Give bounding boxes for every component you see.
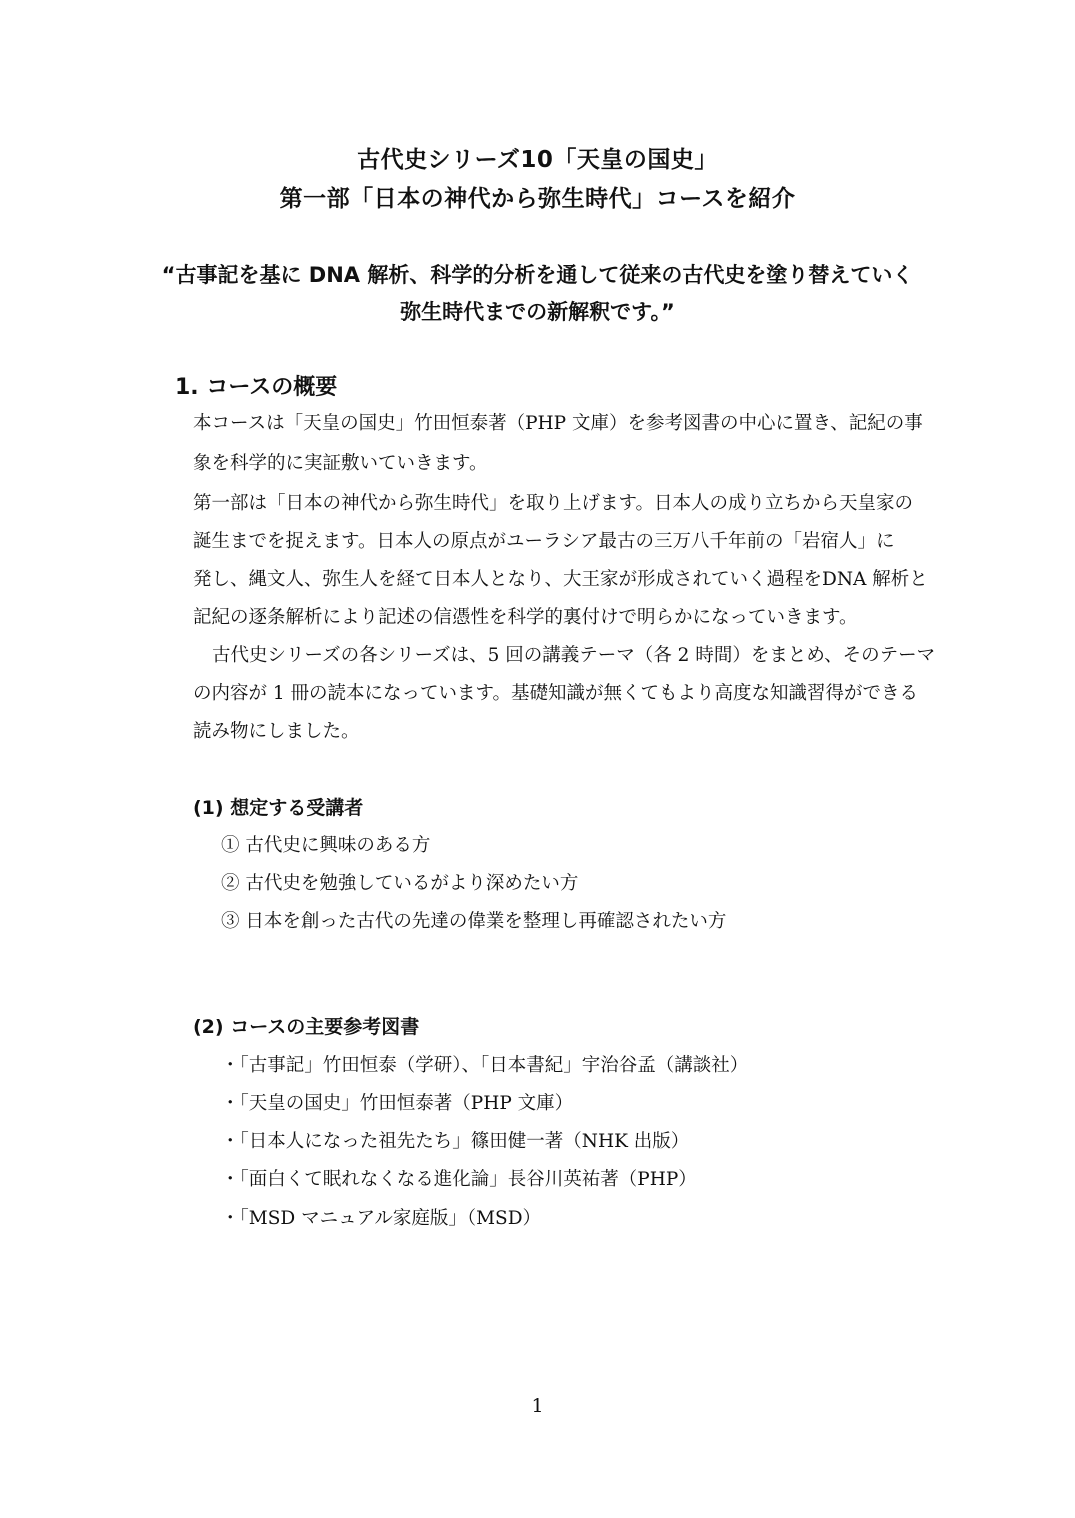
document-title-line-1: 古代史シリーズ10「天皇の国史」 xyxy=(357,147,718,173)
overview-paragraph-line: 本コースは「天皇の国史」竹田恒泰著（PHP 文庫）を参考図書の中心に置き、記紀の事 xyxy=(193,413,923,434)
section-heading-overview: 1. コースの概要 xyxy=(175,375,338,400)
audience-list-item: ① 古代史に興味のある方 xyxy=(221,835,431,856)
overview-paragraph-line: 記紀の逐条解析により記述の信憑性を科学的裏付けで明らかになっていきます。 xyxy=(193,607,858,628)
page-number: 1 xyxy=(531,1395,544,1417)
reference-book-item: ・「面白くて眠れなくなる進化論」長谷川英祐著（PHP） xyxy=(221,1169,697,1190)
overview-paragraph-line: の内容が 1 冊の読本になっています。基礎知識が無くてもより高度な知識習得ができる xyxy=(193,683,919,704)
overview-paragraph-line: 読み物にしました。 xyxy=(193,721,360,742)
audience-list-item: ② 古代史を勉強しているがより深めたい方 xyxy=(221,873,579,894)
overview-paragraph-line: 象を科学的に実証敷いていきます。 xyxy=(193,453,488,474)
reference-book-item: ・「MSD マニュアル家庭版」（MSD） xyxy=(221,1208,542,1229)
reference-book-item: ・「古事記」竹田恒泰（学研）、「日本書紀」宇治谷孟（講談社） xyxy=(221,1055,749,1076)
subheading-reference-books: (2) コースの主要参考図書 xyxy=(193,1016,420,1038)
reference-book-item: ・「天皇の国史」竹田恒泰著（PHP 文庫） xyxy=(221,1093,574,1114)
overview-paragraph-line: 誕生までを捉えます。日本人の原点がユーラシア最古の三万八千年前の「岩宿人」に xyxy=(193,531,895,552)
overview-paragraph-line: 第一部は「日本の神代から弥生時代」を取り上げます。日本人の成り立ちから天皇家の xyxy=(193,493,914,514)
subheading-target-audience: (1) 想定する受講者 xyxy=(193,797,364,819)
tagline-quote-line-2: 弥生時代までの新解釈です。” xyxy=(400,300,675,324)
audience-list-item: ③ 日本を創った古代の先達の偉業を整理し再確認されたい方 xyxy=(221,911,727,932)
document-title-line-2: 第一部「日本の神代から弥生時代」コースを紹介 xyxy=(279,186,796,212)
reference-book-item: ・「日本人になった祖先たち」篠田健一著（NHK 出版） xyxy=(221,1131,690,1152)
tagline-quote-line-1: “古事記を基に DNA 解析、科学的分析を通して従来の古代史を塗り替えていく xyxy=(161,263,914,287)
overview-paragraph-line: 古代史シリーズの各シリーズは、5 回の講義テーマ（各 2 時間）をまとめ、そのテーマ xyxy=(212,645,936,666)
overview-paragraph-line: 発し、縄文人、弥生人を経て日本人となり、大王家が形成されていく過程をDNA 解析と xyxy=(193,569,928,590)
